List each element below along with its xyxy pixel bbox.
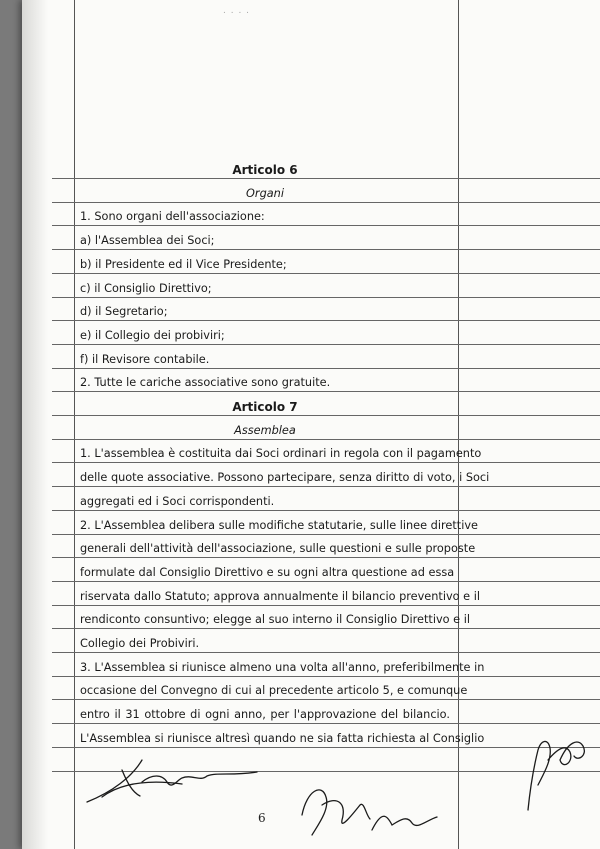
ruled-line (52, 297, 600, 298)
text-line: 2. Tutte le cariche associative sono gratuite. (80, 376, 331, 390)
ruled-line (52, 676, 600, 677)
text-line: occasione del Convegno di cui al precedente articolo 5, e comunque (80, 684, 468, 698)
signature-left (82, 752, 292, 812)
ruled-line (52, 581, 600, 582)
text-line: 1. L'assemblea è costituita dai Soci ordinari in regola con il pagamento (80, 447, 482, 461)
text-line: d) il Segretario; (80, 305, 168, 319)
ruled-line (52, 723, 600, 724)
ruled-line (52, 344, 600, 345)
left-margin-line (74, 0, 75, 849)
ruled-line (52, 273, 600, 274)
article-subheading: Organi (246, 186, 284, 200)
text-line: f) il Revisore contabile. (80, 352, 210, 366)
ruled-line (52, 628, 600, 629)
ruled-line (52, 178, 600, 179)
ruled-line (52, 415, 600, 416)
text-line: 2. L'Assemblea delibera sulle modifiche statutarie, sulle linee direttive (80, 518, 478, 532)
text-line: generali dell'attività dell'associazione, sulle questioni e sulle proposte (80, 542, 476, 556)
text-line: L'Assemblea si riunisce altresì quando ne sia fatta richiesta al Consiglio (80, 731, 485, 745)
ruled-line (52, 510, 600, 511)
signature-right (508, 730, 598, 820)
text-line: aggregati ed i Soci corrispondenti. (80, 494, 275, 508)
ruled-line (52, 202, 600, 203)
article-heading: Articolo 6 (232, 163, 298, 177)
binding-shadow (22, 0, 48, 849)
ruled-line (52, 225, 600, 226)
text-line: formulate dal Consiglio Direttivo e su ogni altra questione ad essa (80, 565, 455, 579)
article-subheading: Assemblea (234, 423, 296, 437)
text-line: 3. L'Assemblea si riunisce almeno una volta all'anno, preferibilmente in (80, 660, 485, 674)
ruled-line (52, 486, 600, 487)
document-page (22, 0, 600, 849)
ruled-line (52, 557, 600, 558)
ruled-line (52, 368, 600, 369)
ruled-line (52, 652, 600, 653)
signature-center (292, 775, 452, 845)
ruled-line (52, 439, 600, 440)
ruled-line (52, 699, 600, 700)
ruled-line (52, 391, 600, 392)
text-line: delle quote associative. Possono partecipare, senza diritto di voto, i Soci (80, 471, 490, 485)
ruled-line (52, 534, 600, 535)
ruled-line (52, 462, 600, 463)
top-smudge: ٠ ٠ ٠ ٠ (222, 8, 250, 18)
text-line: riservata dallo Statuto; approva annualmente il bilancio preventivo e il (80, 589, 480, 603)
text-line: b) il Presidente ed il Vice Presidente; (80, 257, 287, 271)
text-line: rendiconto consuntivo; elegge al suo interno il Consiglio Direttivo e il (80, 613, 470, 627)
ruled-line (52, 249, 600, 250)
page-number: 6 (258, 811, 266, 825)
text-line: entro il 31 ottobre di ogni anno, per l'approvazione del bilancio. (80, 708, 450, 722)
ruled-line (52, 605, 600, 606)
text-line: Collegio dei Probiviri. (80, 637, 200, 650)
text-line: a) l'Assemblea dei Soci; (80, 234, 215, 248)
right-margin-line (458, 0, 459, 849)
text-line: e) il Collegio dei probiviri; (80, 328, 225, 342)
ruled-line (52, 320, 600, 321)
article-heading: Articolo 7 (232, 400, 298, 414)
text-line: c) il Consiglio Direttivo; (80, 281, 212, 295)
text-line: 1. Sono organi dell'associazione: (80, 210, 265, 224)
